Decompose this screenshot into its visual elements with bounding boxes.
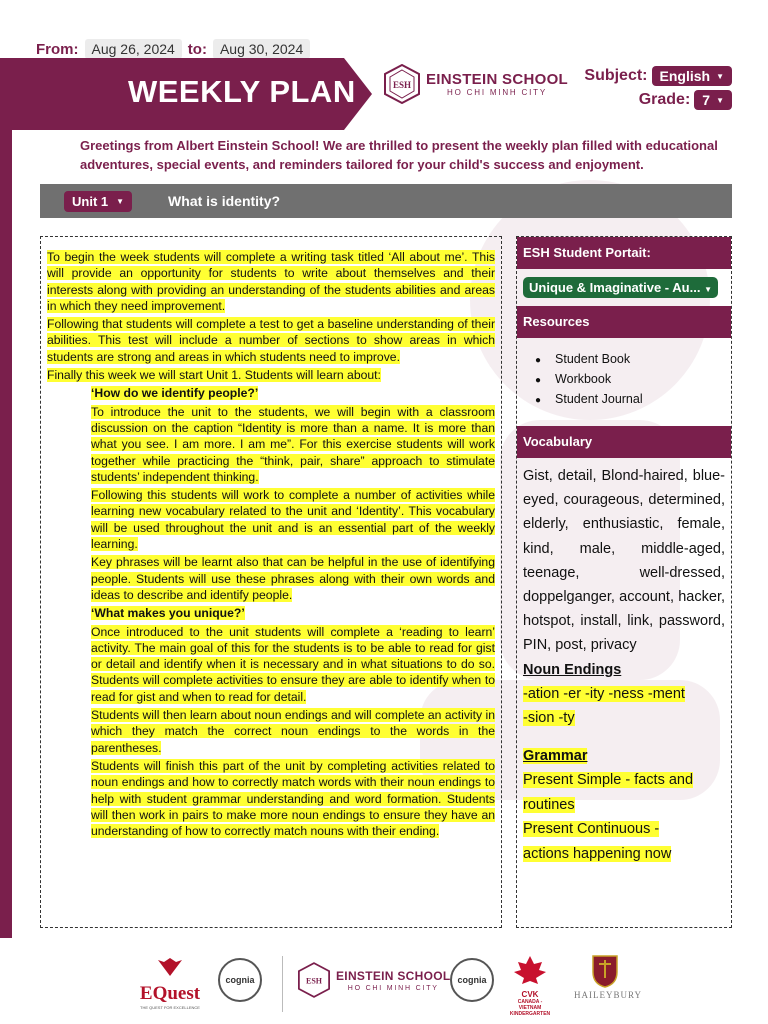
resources-heading: Resources — [517, 306, 731, 338]
chevron-down-icon: ▼ — [704, 285, 712, 294]
noun-endings-heading: Noun Endings — [523, 661, 622, 678]
grammar-line: actions happening now — [523, 845, 672, 862]
unit-bar — [40, 184, 732, 218]
unit-label: Unit 1 — [72, 193, 109, 209]
from-label: From: — [36, 40, 79, 58]
date-range — [36, 38, 310, 60]
equest-text: EQuest — [139, 983, 201, 1004]
footer-school-city: HO CHI MINH CITY — [347, 985, 439, 992]
list-item: ● Workbook — [535, 370, 731, 390]
lesson-description — [40, 236, 502, 928]
vocabulary-heading: Vocabulary — [517, 426, 731, 458]
grammar-heading — [517, 744, 731, 768]
maple-leaf-icon — [512, 954, 548, 988]
footer-school-name: EINSTEIN SCHOOL — [336, 969, 451, 983]
partner-logos — [0, 950, 768, 1020]
greeting-text: Greetings from Albert Einstein School! We are thrilled to present the weekly plan filled with educational adventures, special events, and reminders tailored for your child's success and enjoyment. — [80, 138, 718, 172]
svg-text:ESH: ESH — [305, 976, 323, 986]
svg-text:ESH: ESH — [392, 80, 412, 90]
unit-question: What is identity? — [168, 193, 281, 209]
noun-endings-list — [517, 682, 731, 731]
left-accent-bar — [0, 58, 12, 938]
grade-label: Grade: — [638, 91, 691, 108]
to-label: to: — [187, 40, 207, 58]
chevron-down-icon: ▼ — [116, 196, 125, 206]
portrait-value: Unique & Imaginative - Au... — [529, 280, 701, 295]
paragraph: Following that students will complete a test to get a baseline understanding of their abilities. This test will include a number of sections to show areas in which students are strong and areas in which students need to improve. — [47, 317, 495, 364]
equest-logo — [130, 956, 210, 1010]
chevron-down-icon: ▼ — [716, 71, 724, 81]
to-date-field[interactable]: Aug 30, 2024 — [213, 39, 310, 59]
school-city: HO CHI MINH CITY — [447, 88, 547, 97]
paragraph: Once introduced to the unit students will complete a ‘reading to learn’ activity. The main goal of this for the students is to be able to read for gist or detail and identify when it is necessary and in what situations to do so. Students will complete activities to ensure they are able to identify when to read for gist and when to read for detail. — [91, 624, 495, 704]
grade-value: 7 — [702, 92, 711, 108]
section-heading: ‘What makes you unique?’ — [91, 606, 245, 621]
school-logo — [384, 64, 568, 104]
school-name: EINSTEIN SCHOOL — [426, 71, 569, 88]
noun-endings-line: -ation -er -ity -ness -ment — [523, 685, 685, 702]
list-item: ● Student Journal — [535, 390, 731, 410]
section-heading: ‘How do we identify people?’ — [91, 386, 259, 401]
haileybury-logo — [574, 954, 642, 1000]
paragraph: Finally this week we will start Unit 1. Students will learn about: — [47, 368, 381, 383]
from-date-field[interactable]: Aug 26, 2024 — [85, 39, 182, 59]
grammar-list — [517, 768, 731, 866]
paragraph: Students will then learn about noun endings and will complete an activity in which they match the correct noun endings to the words in the parentheses. — [91, 708, 495, 755]
subject-dropdown[interactable] — [652, 66, 732, 86]
subject-label: Subject: — [584, 67, 648, 84]
page-title: WEEKLY PLAN — [128, 74, 356, 109]
grammar-line: Present Continuous - — [523, 821, 660, 838]
cognia-seal-2: cognia — [450, 958, 494, 1002]
portal-heading: ESH Student Portait: — [517, 237, 731, 269]
grammar-heading-text: Grammar — [523, 748, 588, 765]
paragraph: Following this students will work to complete a number of activities while learning new vocabulary related to the unit and ‘Identity’. This vocabulary will be used throughout the unit and is an essential part of the weekly learning. — [91, 488, 495, 552]
subject-row — [584, 66, 732, 86]
equest-tagline: THE QUEST FOR EXCELLENCE — [140, 1005, 200, 1010]
grade-row — [639, 90, 732, 110]
esh-hexagon-icon — [384, 64, 420, 104]
cvk-text: CANADA - VIETNAM KINDERGARTEN — [509, 999, 551, 1017]
resources-list — [517, 338, 731, 426]
list-item: ● Student Book — [535, 350, 731, 370]
subject-value: English — [659, 68, 711, 84]
paragraph: To introduce the unit to the students, we will begin with a classroom discussion on the caption “Identity is more than a name. It is more than what you see. I am more. I am me”. For this exercise students will work together while practicing the “think, pair, share” approach to stimulate students’ independent thinking. — [91, 404, 495, 484]
portrait-dropdown[interactable] — [523, 277, 718, 298]
paragraph: Key phrases will be learnt also that can be helpful in the use of identifying people. Students will use these phrases along with their own words and ideas to describe and identify people. — [91, 555, 495, 602]
crest-icon — [591, 954, 619, 988]
grammar-line: Present Simple - facts and — [523, 772, 694, 789]
chevron-down-icon: ▼ — [716, 95, 724, 105]
sidebar-panel — [516, 236, 732, 928]
eagle-icon — [150, 956, 190, 978]
cognia-seal: cognia — [218, 958, 262, 1002]
footer-school-logo — [298, 962, 451, 998]
haileybury-text: HAILEYBURY — [574, 990, 642, 1000]
paragraph: To begin the week students will complete a writing task titled ‘All about me’. This will provide an opportunity for students to write about themselves and their interests along with providing an understanding of the students abilities and areas in which they need improvement. — [47, 250, 495, 313]
esh-hexagon-icon — [298, 962, 330, 998]
grammar-line: routines — [523, 796, 575, 813]
noun-endings-line: -sion -ty — [523, 710, 575, 727]
paragraph: Students will finish this part of the unit by completing activities related to noun endings and how to correctly match words with their noun endings to help with student grammar understanding and word formation. Students will then work in pairs to make more noun endings to ensure they have an understanding of how to correctly match nouns with their ending. — [91, 758, 495, 839]
footer-divider — [282, 956, 283, 1012]
cvk-logo — [506, 954, 554, 1017]
unit-dropdown[interactable] — [64, 191, 132, 212]
cvk-mark: CVK — [521, 990, 539, 999]
vocabulary-list: Gist, detail, Blond-haired, blue-eyed, courageous, determined, elderly, enthusiastic, female, kind, male, middle-aged, teenage, well-dressed, doppelganger, account, hacker, hotspot, install, link, password, PIN, post, privacy — [523, 468, 725, 654]
grade-dropdown[interactable] — [694, 90, 732, 110]
